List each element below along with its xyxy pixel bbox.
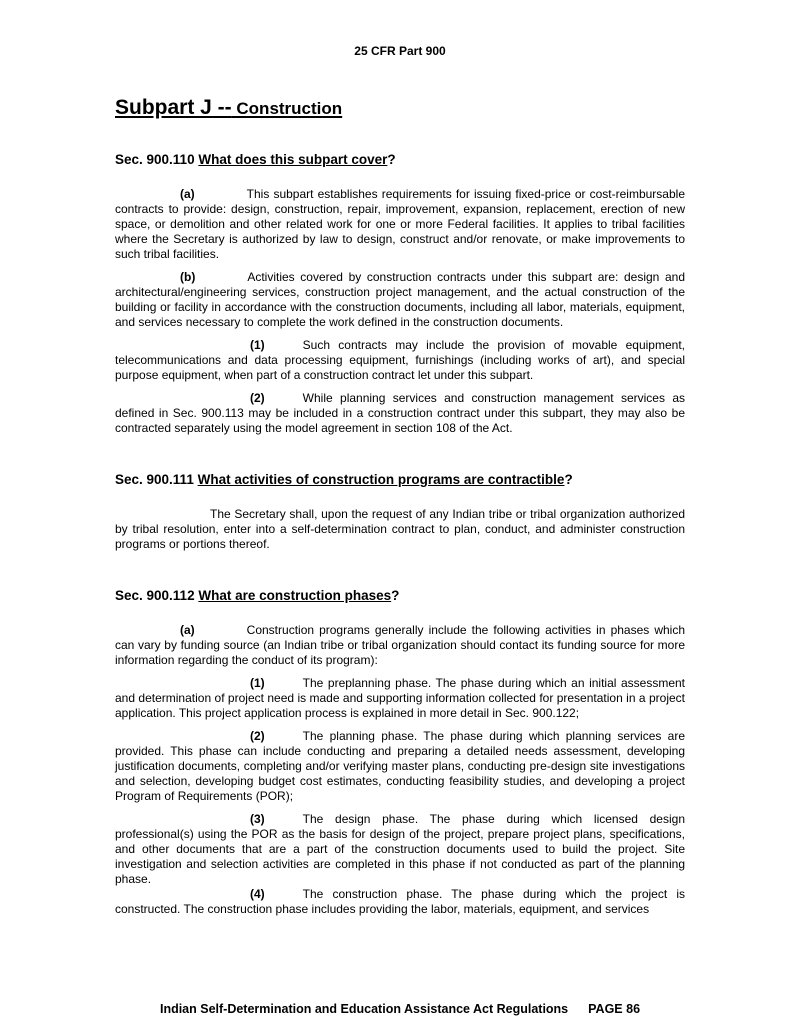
section-question: What does this subpart cover xyxy=(198,152,388,167)
subpart-title-main: Subpart J -- xyxy=(115,96,232,119)
paragraph-text: The preplanning phase. The phase during which an initial assessment and determination of project need is made and supporting information collected for presentation in a project application. This project application process is explained in more detail in Sec. 900.122; xyxy=(115,676,685,720)
paragraph-label: (2) xyxy=(250,729,265,743)
paragraph-label: (b) xyxy=(180,270,196,284)
section-number: Sec. 900.112 xyxy=(115,588,195,603)
section-question: What are construction phases xyxy=(198,588,392,603)
section-question-mark: ? xyxy=(387,152,396,167)
footer-page-number: PAGE 86 xyxy=(588,1002,641,1016)
paragraph-text: Construction programs generally include the following activities in phases which can vary by funding source (an Indian tribe or tribal organization should contact its funding source for more information regarding the conduct of its program): xyxy=(115,623,685,667)
paragraph-a1 xyxy=(115,676,685,721)
paragraph-body xyxy=(115,507,685,552)
document-footer xyxy=(0,1002,800,1017)
section-question-mark: ? xyxy=(391,588,400,603)
paragraph-text: The construction phase. The phase during which the project is constructed. The construction phase includes providing the labor, materials, equipment, and services xyxy=(115,887,685,916)
paragraph-label: (a) xyxy=(180,187,195,201)
section-question: What activities of construction programs are contractible xyxy=(197,472,565,487)
subpart-title-sub: Construction xyxy=(231,99,343,118)
paragraph-label: (4) xyxy=(250,887,265,901)
paragraph-text: The planning phase. The phase during which planning services are provided. This phase can include conducting and preparing a detailed needs assessment, developing justification documents, completing and/or verifying master plans, conducting pre-design site investigations and selection, developing budget cost estimates, conducting feasibility studies, and developing a project Program of Requirements (POR); xyxy=(115,729,685,803)
document-header: 25 CFR Part 900 xyxy=(354,44,446,58)
paragraph-text: This subpart establishes requirements for issuing fixed-price or cost-reimbursable contracts to provide: design, construction, repair, improvement, expansion, replacement, erection of new space, or demolition and other related work for one or more Federal facilities. It applies to tribal facilities where the Secretary is authorized by law to design, construct and/or renovate, or make improvements to such tribal facilities. xyxy=(115,187,685,261)
paragraph-text: While planning services and construction management services as defined in Sec. 900.113 may be included in a construction contract under this subpart, they may also be contracted separately using the model agreement in section 108 of the Act. xyxy=(115,391,685,435)
paragraph-label: (3) xyxy=(250,812,265,826)
paragraph-label: (2) xyxy=(250,391,265,405)
paragraph-label: (a) xyxy=(180,623,195,637)
subpart-title xyxy=(115,96,685,119)
section-heading-900-110 xyxy=(115,152,685,167)
paragraph-a xyxy=(115,623,685,668)
section-heading-900-111 xyxy=(115,472,685,487)
paragraph-text: The design phase. The phase during which licensed design professional(s) using the POR as the basis for design of the project, prepare project plans, specifications, and other documents that are a part of the construction documents used to build the project. Site investigation and selection activities are completed in this phase if not conducted as part of the planning phase. xyxy=(115,812,685,886)
paragraph-a3 xyxy=(115,812,685,887)
subpart-title-underline xyxy=(115,93,342,120)
section-question-mark: ? xyxy=(564,472,573,487)
paragraph-b1 xyxy=(115,338,685,383)
section-heading-900-112 xyxy=(115,588,685,603)
paragraph-label: (1) xyxy=(250,338,265,352)
section-number: Sec. 900.110 xyxy=(115,152,195,167)
paragraph-text: The Secretary shall, upon the request of any Indian tribe or tribal organization authorized by tribal resolution, enter into a self-determination contract to plan, conduct, and administer construction programs or portions thereof. xyxy=(115,507,685,551)
paragraph-b2 xyxy=(115,391,685,436)
paragraph-a4 xyxy=(115,887,685,917)
paragraph-a xyxy=(115,187,685,262)
footer-title: Indian Self-Determination and Education Assistance Act Regulations xyxy=(159,1002,569,1016)
paragraph-a2 xyxy=(115,729,685,804)
paragraph-text: Activities covered by construction contracts under this subpart are: design and architectural/engineering services, construction project management, and the actual construction of the building or facility in accordance with the construction documents, including all labor, materials, equipment, and services necessary to complete the work defined in the construction documents. xyxy=(115,270,685,329)
section-number: Sec. 900.111 xyxy=(115,472,194,487)
paragraph-b xyxy=(115,270,685,330)
paragraph-text: Such contracts may include the provision of movable equipment, telecommunications and data processing equipment, furnishings (including works of art), and special purpose equipment, when part of a construction contract let under this subpart. xyxy=(115,338,685,382)
paragraph-label: (1) xyxy=(250,676,265,690)
